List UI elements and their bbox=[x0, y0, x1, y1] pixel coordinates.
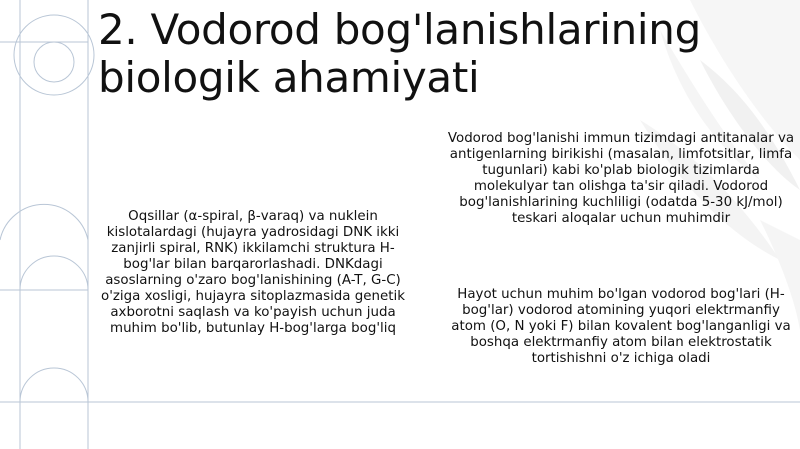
paragraph-right-top: Vodorod bog'lanishi immun tizimdagi antitanalar va antigenlarning birikishi (masalan, limfotsitlar, limfa tugunlari) kabi ko'plab biologik tizimlarda molekulyar tan olishga ta'sir qiladi. Vodorod bog'lanishlarining kuchliligi (odatda 5-30 kJ/mol) teskari aloqalar uchun muhimdir bbox=[447, 131, 795, 226]
paragraph-left: Oqsillar (α-spiral, β-varaq) va nuklein kislotalardagi (hujayra yadrosidagi DNK ikki zanjirli spiral, RNK) ikkilamchi struktura H-bog'lar bilan barqarorlashadi. DNKdagi asoslarning o'zaro bog'lanishining (A-T, G-C) o'ziga xosligi, hujayra sitoplazmasida genetik axborotni saqlash va ko'payish uchun juda muhim bo'lib, butunlay H-bog'larga bog'liq bbox=[101, 209, 405, 336]
circle-small-decoration bbox=[34, 42, 74, 82]
paragraph-right-bottom: Hayot uchun muhim bo'lgan vodorod bog'lari (H-bog'lar) vodorod atomining yuqori elektrmanfiy atom (O, N yoki F) bilan kovalent bog'langanligi va boshqa elektrmanfiy atom bilan elektrostatik tortishishni o'z ichiga oladi bbox=[451, 287, 791, 366]
arch-decoration-upper bbox=[0, 204, 88, 240]
slide-title: 2. Vodorod bog'lanishlarining biologik ahamiyati bbox=[98, 5, 701, 102]
arch-decoration-lower bbox=[20, 256, 88, 290]
arch-decoration-bottom bbox=[20, 368, 88, 402]
circle-large-decoration bbox=[14, 15, 94, 95]
